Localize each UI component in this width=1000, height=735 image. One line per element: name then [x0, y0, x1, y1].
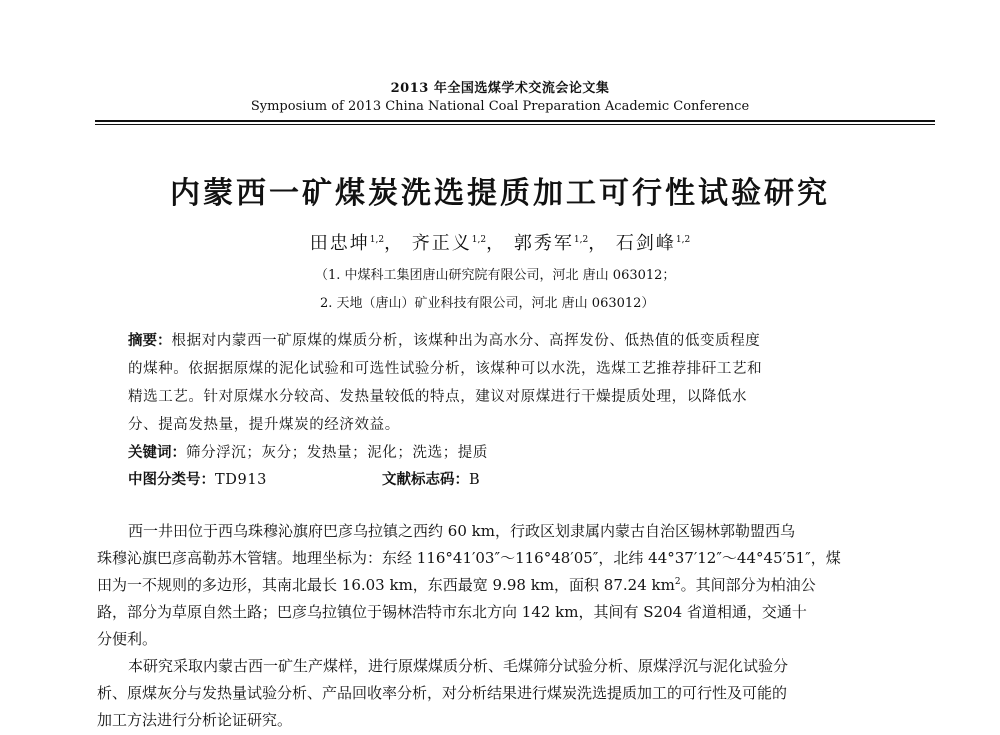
body-paragraph-1-line: 路，部分为草原自然土路；巴彦乌拉镇位于锡林浩特市东北方向 142 km，其间有 S204 省道相通，交通十: [97, 603, 807, 621]
author-affiliation-mark: 1,2: [573, 235, 589, 245]
paper-title: 内蒙西一矿煤炭洗选提质加工可行性试验研究: [170, 176, 830, 211]
author-name: 石剑峰: [615, 233, 676, 254]
body-paragraph-1-line: [97, 574, 816, 595]
keywords-line: [128, 441, 488, 462]
keywords-label: 关键词：: [128, 445, 186, 461]
author-separator: ，: [486, 233, 507, 254]
header-rule-thin: [95, 124, 935, 125]
body-paragraph-2-line: 本研究采取内蒙古西一矿生产煤样，进行原煤煤质分析、毛煤筛分试验分析、原煤浮沉与泥化试验分: [128, 657, 789, 675]
author-separator: ，: [384, 233, 405, 254]
abstract-line: [128, 329, 760, 350]
abstract-label: 摘要：: [128, 333, 172, 349]
author-name: 郭秀军: [513, 233, 574, 254]
abstract-line: 分、提高发热量，提升煤炭的经济效益。: [128, 417, 400, 433]
header-rule-thick: [95, 120, 935, 122]
body-paragraph-2-line: 加工方法进行分析论证研究。: [97, 711, 293, 729]
author-affiliation-mark: 1,2: [471, 235, 487, 245]
classification-label: 中图分类号：: [128, 472, 215, 488]
author-name: 齐正义: [411, 233, 472, 254]
author-separator: ，: [588, 233, 609, 254]
body-paragraph-2-line: 析、原煤灰分与发热量试验分析、产品回收率分析，对分析结果进行煤炭洗选提质加工的可行性及可能的: [97, 684, 788, 702]
document-code-line: [382, 468, 480, 489]
body-paragraph-1-line: 珠穆沁旗巴彦高勒苏木管辖。地理坐标为：东经 116°41′03″～116°48′05″，北纬 44°37′12″～44°45′51″，煤: [97, 549, 841, 567]
document-code-label: 文献标志码：: [382, 472, 469, 488]
classification-line: [128, 468, 267, 489]
affiliation-2: 2. 天地（唐山）矿业科技有限公司，河北 唐山 063012）: [320, 296, 655, 311]
classification-value: TD913: [215, 472, 267, 488]
author-list: [0, 229, 1000, 255]
abstract-line: 的煤种。依据据原煤的泥化试验和可选性试验分析，该煤种可以水洗，选煤工艺推荐排矸工艺和: [128, 361, 763, 377]
journal-header-en: Symposium of 2013 China National Coal Preparation Academic Conference: [250, 99, 750, 114]
author-affiliation-mark: 1,2: [675, 235, 691, 245]
author-name: 田忠坤: [309, 233, 370, 254]
journal-header-cn: 2013 年全国选煤学术交流会论文集: [390, 81, 610, 96]
area-text-end: 。其间部分为柏油公: [680, 576, 816, 594]
body-paragraph-1-line: 西一井田位于西乌珠穆沁旗府巴彦乌拉镇之西约 60 km，行政区划隶属内蒙古自治区锡林郭勒盟西乌: [128, 522, 795, 540]
affiliation-1: （1. 中煤科工集团唐山研究院有限公司，河北 唐山 063012；: [315, 268, 676, 283]
body-paragraph-1-line: 分便利。: [97, 630, 158, 648]
area-text: 田为一不规则的多边形，其南北最长 16.03 km，东西最宽 9.98 km，面积 87.24 km: [97, 576, 675, 594]
document-code-value: B: [469, 472, 481, 488]
abstract-text: 根据对内蒙西一矿原煤的煤质分析，该煤种出为高水分、高挥发份、低热值的低变质程度: [171, 333, 761, 349]
area-superscript: 2: [674, 577, 681, 587]
author-affiliation-mark: 1,2: [369, 235, 385, 245]
keywords-text: 筛分浮沉；灰分；发热量；泥化；洗选；提质: [186, 445, 488, 461]
abstract-line: 精选工艺。针对原煤水分较高、发热量较低的特点，建议对原煤进行干燥提质处理，以降低水: [128, 389, 748, 405]
